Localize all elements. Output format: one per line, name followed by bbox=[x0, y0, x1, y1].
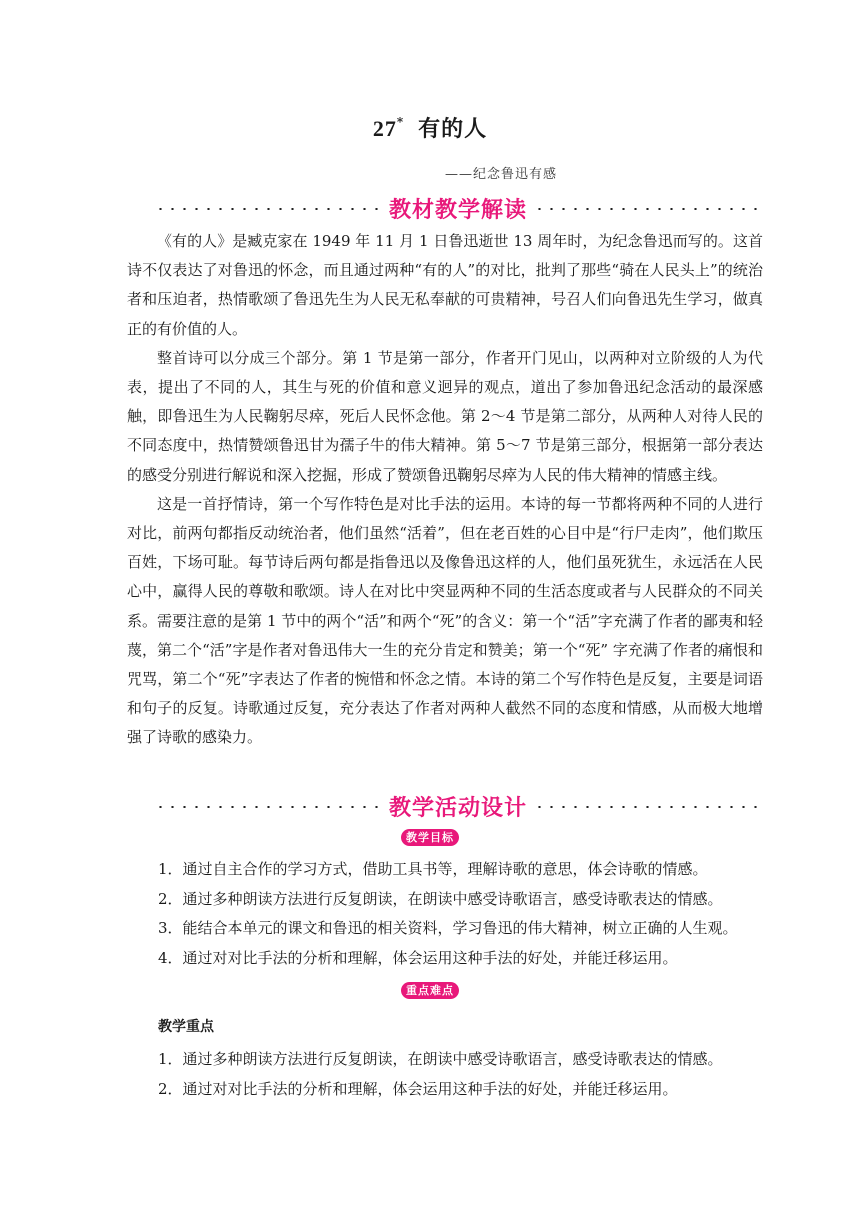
paragraph: 这是一首抒情诗，第一个写作特色是对比手法的运用。本诗的每一节都将两种不同的人进行对比，前两句都指反动统治者，他们虽然“活着”，但在老百姓的心目中是“行尸走肉”，他们欺压百姓，下场可耻。每节诗后两句都是指鲁迅以及像鲁迅这样的人，他们虽死犹生，永远活在人民心中，赢得人民的尊敬和歌颂。诗人在对比中突显两种不同的生活态度或者与人民群众的不同关系。需要注意的是第 1 节中的两个“活”和两个“死”的含义：第一个“活”字充满了作者的鄙夷和轻蔑，第二个“活”字是作者对鲁迅伟大一生的充分肯定和赞美；第一个“死” 字充满了作者的痛恨和咒骂，第二个“死”字表达了作者的惋惜和怀念之情。本诗的第二个写作特色是反复，主要是词语和句子的反复。诗歌通过反复，充分表达了作者对两种人截然不同的态度和情感，从而极大地增强了诗歌的感染力。 bbox=[127, 494, 763, 747]
section-title: 教材教学解读 bbox=[389, 197, 528, 223]
lesson-title-text: 有的人 bbox=[418, 116, 488, 142]
lesson-number: 27 bbox=[372, 116, 397, 141]
list-item: 1．通过自主合作的学习方式，借助工具书等，理解诗歌的意思，体会诗歌的情感。 bbox=[158, 860, 708, 878]
section-header-activity bbox=[152, 793, 764, 819]
dotted-rule-left bbox=[152, 806, 385, 808]
lesson-title bbox=[0, 112, 860, 143]
list-item: 2．通过多种朗读方法进行反复朗读，在朗读中感受诗歌语言，感受诗歌表达的情感。 bbox=[158, 889, 723, 908]
list-item: 3．能结合本单元的课文和鲁迅的相关资料，学习鲁迅的伟大精神，树立正确的人生观。 bbox=[158, 919, 738, 937]
list-item: 2．通过对对比手法的分析和理解，体会运用这种手法的好处，并能迁移运用。 bbox=[158, 1079, 678, 1098]
list-item: 4．通过对对比手法的分析和理解，体会运用这种手法的好处，并能迁移运用。 bbox=[158, 948, 678, 967]
section-header-interpretation bbox=[152, 195, 764, 221]
dotted-rule-right bbox=[531, 208, 764, 210]
goals-list bbox=[158, 855, 764, 973]
key-points-list bbox=[158, 1045, 764, 1104]
key-points-heading: 教学重点 bbox=[158, 1019, 214, 1035]
dotted-rule-left bbox=[152, 208, 385, 210]
list-item: 1．通过多种朗读方法进行反复朗读，在朗读中感受诗歌语言，感受诗歌表达的情感。 bbox=[158, 1050, 723, 1068]
key-points-badge bbox=[0, 982, 860, 999]
dotted-rule-right bbox=[531, 806, 764, 808]
lesson-mark: * bbox=[396, 114, 405, 129]
section-title: 教学活动设计 bbox=[389, 795, 528, 821]
interpretation-body bbox=[127, 227, 763, 753]
paragraph: 《有的人》是臧克家在 1949 年 11 月 1 日鲁迅逝世 13 周年时，为纪念鲁迅而写的。这首诗不仅表达了对鲁迅的怀念，而且通过两种“有的人”的对比，批判了那些“骑在人民头上”的统治者和压迫者，热情歌颂了鲁迅先生为人民无私奉献的可贵精神，号召人们向鲁迅先生学习，做真正的有价值的人。 bbox=[127, 232, 763, 338]
badge-label: 重点难点 bbox=[401, 982, 459, 999]
badge-label: 教学目标 bbox=[401, 829, 459, 846]
paragraph: 整首诗可以分成三个部分。第 1 节是第一部分，作者开门见山，以两种对立阶级的人为代表，提出了不同的人，其生与死的价值和意义迥异的观点，道出了参加鲁迅纪念活动的最深感触，即鲁迅生为人民鞠躬尽瘁，死后人民怀念他。第 2～4 节是第二部分，从两种人对待人民的不同态度中，热情赞颂鲁迅甘为孺子牛的伟大精神。第 5～7 节是第三部分，根据第一部分表达的感受分别进行解说和深入挖掘，形成了赞颂鲁迅鞠躬尽瘁为人民的伟大精神的情感主线。 bbox=[127, 348, 763, 484]
lesson-subtitle: ——纪念鲁迅有感 bbox=[445, 167, 558, 182]
goals-badge bbox=[0, 829, 860, 846]
